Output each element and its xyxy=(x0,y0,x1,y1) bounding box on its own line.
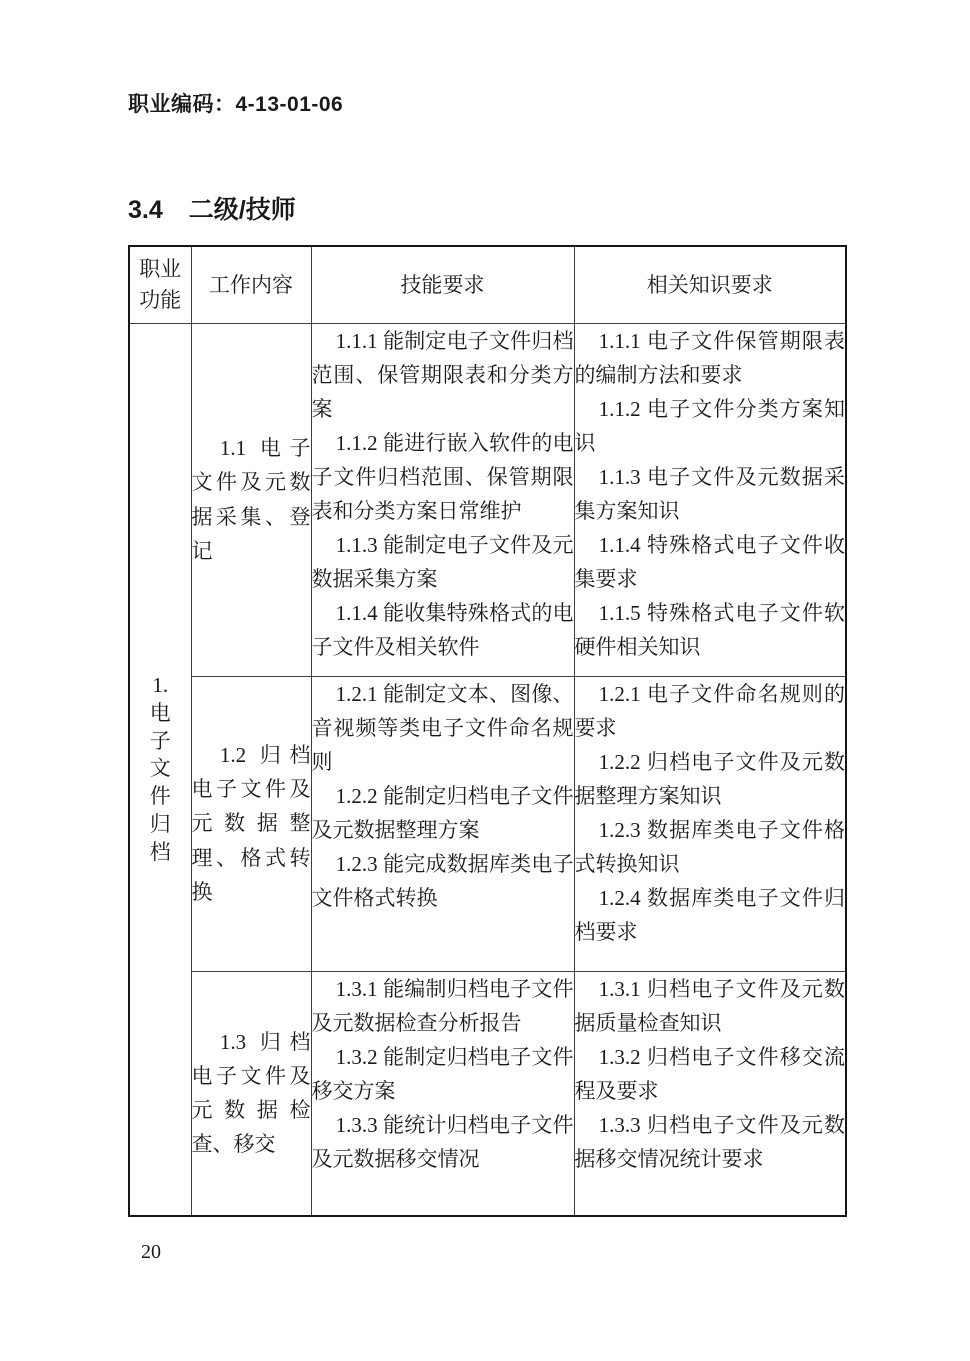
work-content-cell xyxy=(191,971,311,1216)
requirement-item: 1.1.1 能制定电子文件归档范围、保管期限表和分类方案 xyxy=(311,328,574,421)
requirement-item: 1.1.2 能进行嵌入软件的电子文件归档范围、保管期限表和分类方案日常维护 xyxy=(311,430,574,523)
col-header-work-content: 工作内容 xyxy=(191,246,311,323)
requirement-item: 1.2.4 数据库类电子文件归档要求 xyxy=(574,885,845,944)
requirement-item: 1.3.1 归档电子文件及元数据质量检查知识 xyxy=(574,976,845,1035)
knowledge-requirements-cell xyxy=(574,323,846,676)
table-row xyxy=(129,323,846,676)
requirement-item: 1.2.2 能制定归档电子文件及元数据整理方案 xyxy=(311,783,574,842)
table-row xyxy=(129,676,846,971)
section-number: 3.4 xyxy=(128,196,163,224)
requirement-item: 1.2.3 能完成数据库类电子文件格式转换 xyxy=(311,851,574,910)
work-content-cell xyxy=(191,676,311,971)
work-content-cell xyxy=(191,323,311,676)
table-row xyxy=(129,971,846,1216)
page-number: 20 xyxy=(141,1241,161,1263)
knowledge-requirements-cell xyxy=(574,971,846,1216)
work-content-text: 1.2 归档电子文件及元数据整理、格式转换 xyxy=(191,743,311,904)
requirement-item: 1.2.1 电子文件命名规则的要求 xyxy=(574,681,845,740)
requirement-item: 1.1.3 能制定电子文件及元数据采集方案 xyxy=(311,532,574,591)
col-header-knowledge-requirements: 相关知识要求 xyxy=(574,246,846,323)
skill-requirements-cell xyxy=(311,676,574,971)
requirement-item: 1.2.2 归档电子文件及元数据整理方案知识 xyxy=(574,749,845,808)
requirement-item: 1.2.3 数据库类电子文件格式转换知识 xyxy=(574,817,845,876)
standard-requirements-table xyxy=(128,245,847,1217)
requirement-item: 1.1.5 特殊格式电子文件软硬件相关知识 xyxy=(574,600,845,659)
function-vertical-label: 1. 电子文件归档 xyxy=(149,673,171,864)
requirement-item: 1.2.1 能制定文本、图像、音视频等类电子文件命名规则 xyxy=(311,681,574,774)
requirement-item: 1.1.4 能收集特殊格式的电子文件及相关软件 xyxy=(311,600,574,659)
requirement-item: 1.3.3 归档电子文件及元数据移交情况统计要求 xyxy=(574,1112,845,1171)
section-heading xyxy=(128,190,296,226)
work-content-text: 1.3 归档电子文件及元数据检查、移交 xyxy=(191,1030,311,1157)
function-cell xyxy=(129,323,191,1216)
col-header-skill-requirements: 技能要求 xyxy=(311,246,574,323)
requirement-item: 1.3.2 归档电子文件移交流程及要求 xyxy=(574,1044,845,1103)
table-header-row xyxy=(129,246,846,323)
requirement-item: 1.3.1 能编制归档电子文件及元数据检查分析报告 xyxy=(311,976,574,1035)
work-content-text: 1.1 电子文件及元数据采集、登记 xyxy=(191,436,311,563)
requirement-item: 1.1.1 电子文件保管期限表的编制方法和要求 xyxy=(574,328,845,387)
occupation-code: 职业编码：4-13-01-06 xyxy=(128,93,344,116)
skill-requirements-cell xyxy=(311,971,574,1216)
col-header-function: 职业功能 xyxy=(129,246,191,323)
knowledge-requirements-cell xyxy=(574,676,846,971)
skill-requirements-cell xyxy=(311,323,574,676)
requirement-item: 1.3.2 能制定归档电子文件移交方案 xyxy=(311,1044,574,1103)
section-title: 二级/技师 xyxy=(188,196,296,224)
requirement-item: 1.1.4 特殊格式电子文件收集要求 xyxy=(574,532,845,591)
requirement-item: 1.1.2 电子文件分类方案知识 xyxy=(574,396,845,455)
requirement-item: 1.1.3 电子文件及元数据采集方案知识 xyxy=(574,464,845,523)
requirement-item: 1.3.3 能统计归档电子文件及元数据移交情况 xyxy=(311,1112,574,1171)
